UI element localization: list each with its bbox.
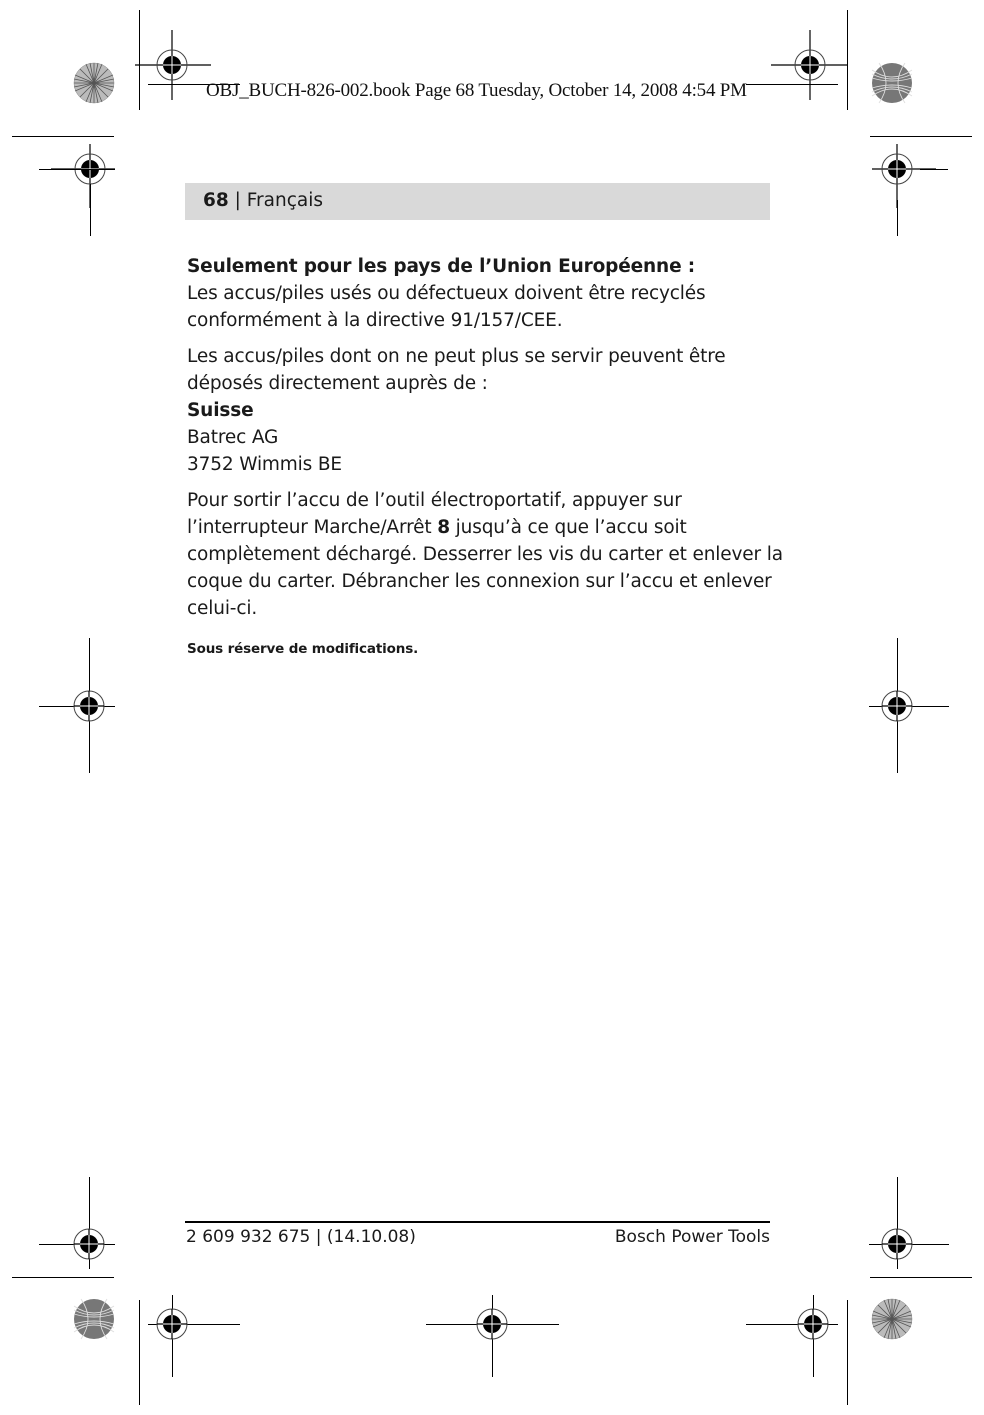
registration-mark-icon [50, 667, 128, 745]
registration-mark-icon [858, 1205, 936, 1283]
registration-line [897, 200, 898, 236]
removal-text-2: jusqu’à ce que l’accu soit complètement déchargé. Desserrer les vis du carter et enlever la coque du carter. Débrancher les connexion sur l’accu et enlever celui-ci. [187, 517, 783, 619]
address-line-1: Batrec AG [187, 427, 279, 448]
moire-target-icon [871, 62, 913, 104]
header-separator: | [228, 190, 247, 211]
starburst-target-icon [73, 62, 115, 104]
modification-note: Sous réserve de modifications. [187, 641, 419, 657]
switch-reference: 8 [437, 517, 450, 538]
registration-line [90, 184, 91, 236]
eu-heading: Seulement pour les pays de l’Union Européenne : [187, 256, 696, 277]
registration-mark-icon [133, 26, 211, 104]
moire-target-icon [73, 1298, 115, 1340]
page-body [187, 253, 787, 672]
document-number: 2 609 932 675 | (14.10.08) [186, 1227, 416, 1247]
registration-mark-icon [50, 1205, 128, 1283]
starburst-target-icon [871, 1298, 913, 1340]
registration-line [920, 169, 948, 170]
registration-mark-icon [858, 667, 936, 745]
registration-mark-icon [771, 26, 849, 104]
section-title: Français [246, 190, 323, 211]
deposit-paragraph: Les accus/piles dont on ne peut plus se servir peuvent être déposés directement auprès de : [187, 346, 726, 394]
address-line-2: 3752 Wimmis BE [187, 454, 342, 475]
print-slug: OBJ_BUCH-826-002.book Page 68 Tuesday, October 14, 2008 4:54 PM [206, 80, 747, 101]
running-header [185, 183, 770, 220]
deposit-section [187, 343, 787, 478]
brand-name: Bosch Power Tools [614, 1227, 770, 1247]
page-number: 68 [203, 190, 229, 211]
removal-text-1: Pour sortir l’accu de l’outil électroportatif, appuyer sur l’interrupteur Marche/Arrêt [187, 490, 682, 538]
country-label: Suisse [187, 400, 254, 421]
slug-rule-right [746, 84, 838, 85]
registration-mark-icon [133, 1285, 211, 1363]
registration-line [39, 169, 115, 170]
eu-section [187, 253, 787, 334]
registration-mark-icon [453, 1285, 531, 1363]
removal-paragraph [187, 487, 787, 622]
footer-rule [185, 1221, 770, 1223]
registration-mark-icon [774, 1285, 852, 1363]
eu-paragraph: Les accus/piles usés ou défectueux doivent être recyclés conformément à la directive 91/157/CEE. [187, 283, 706, 331]
header-text [203, 190, 323, 211]
